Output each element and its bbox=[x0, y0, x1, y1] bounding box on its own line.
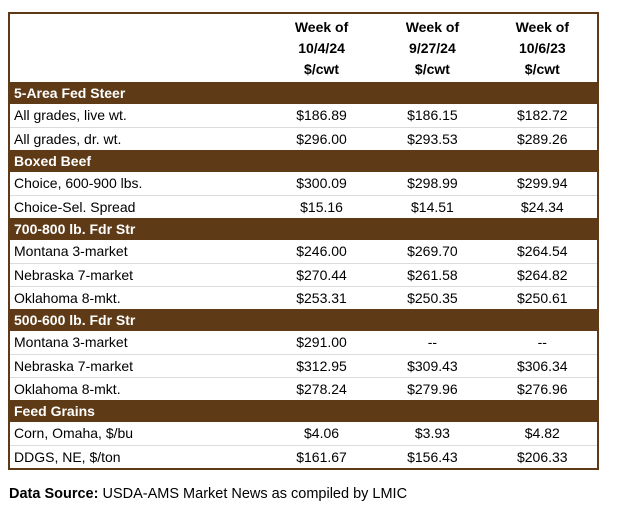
row-value: $264.54 bbox=[488, 240, 598, 263]
row-value: $156.43 bbox=[377, 445, 487, 469]
section-title: 500-600 lb. Fdr Str bbox=[9, 309, 598, 331]
section-title: Boxed Beef bbox=[9, 150, 598, 172]
section-header-row bbox=[9, 400, 598, 422]
row-label: Montana 3-market bbox=[9, 331, 266, 354]
row-value: $306.34 bbox=[488, 354, 598, 377]
row-value: $276.96 bbox=[488, 377, 598, 400]
row-label: Montana 3-market bbox=[9, 240, 266, 263]
data-source-text: USDA-AMS Market News as compiled by LMIC bbox=[102, 486, 408, 502]
row-value: $250.61 bbox=[488, 286, 598, 309]
section-title: 5-Area Fed Steer bbox=[9, 82, 598, 104]
header-empty-cell bbox=[9, 13, 266, 82]
table-row bbox=[9, 445, 598, 469]
column-header-date: 10/6/23 bbox=[518, 40, 566, 56]
column-header-week-previous bbox=[377, 13, 487, 82]
row-value: $15.16 bbox=[266, 195, 377, 218]
section-title: 700-800 lb. Fdr Str bbox=[9, 218, 598, 240]
column-header-line: Week of bbox=[405, 19, 460, 35]
data-source-label: Data Source: bbox=[9, 486, 103, 502]
row-value: $3.93 bbox=[377, 422, 487, 445]
market-prices-table bbox=[8, 12, 599, 470]
row-value: $161.67 bbox=[266, 445, 377, 469]
row-label: DDGS, NE, $/ton bbox=[9, 445, 266, 469]
row-label: Oklahoma 8-mkt. bbox=[9, 286, 266, 309]
row-label: Corn, Omaha, $/bu bbox=[9, 422, 266, 445]
column-header-week-year-ago bbox=[488, 13, 598, 82]
row-value: $253.31 bbox=[266, 286, 377, 309]
row-value: $182.72 bbox=[488, 104, 598, 127]
row-value: -- bbox=[377, 331, 487, 354]
row-value: $14.51 bbox=[377, 195, 487, 218]
row-value: $299.94 bbox=[488, 172, 598, 195]
table-row bbox=[9, 354, 598, 377]
row-value: $261.58 bbox=[377, 263, 487, 286]
data-source-note bbox=[9, 485, 407, 503]
row-label: Nebraska 7-market bbox=[9, 263, 266, 286]
section-title: Feed Grains bbox=[9, 400, 598, 422]
row-value: $246.00 bbox=[266, 240, 377, 263]
row-value: $278.24 bbox=[266, 377, 377, 400]
row-value: $186.89 bbox=[266, 104, 377, 127]
column-header-date: 10/4/24 bbox=[298, 40, 345, 56]
table-row bbox=[9, 195, 598, 218]
row-value: $279.96 bbox=[377, 377, 487, 400]
table-row bbox=[9, 127, 598, 150]
column-header-week-current bbox=[266, 13, 377, 82]
table-row bbox=[9, 377, 598, 400]
row-value: $269.70 bbox=[377, 240, 487, 263]
row-value: $289.26 bbox=[488, 127, 598, 150]
row-label: Nebraska 7-market bbox=[9, 354, 266, 377]
row-value: $312.95 bbox=[266, 354, 377, 377]
row-value: $24.34 bbox=[488, 195, 598, 218]
row-value: $293.53 bbox=[377, 127, 487, 150]
row-label: All grades, live wt. bbox=[9, 104, 266, 127]
table-row bbox=[9, 286, 598, 309]
row-value: $300.09 bbox=[266, 172, 377, 195]
column-header-line: Week of bbox=[515, 19, 570, 35]
row-value: $296.00 bbox=[266, 127, 377, 150]
row-label: Choice, 600-900 lbs. bbox=[9, 172, 266, 195]
row-value: $250.35 bbox=[377, 286, 487, 309]
table-row bbox=[9, 422, 598, 445]
row-value: $270.44 bbox=[266, 263, 377, 286]
section-header-row bbox=[9, 150, 598, 172]
row-value: $186.15 bbox=[377, 104, 487, 127]
row-value: $4.82 bbox=[488, 422, 598, 445]
row-value: $4.06 bbox=[266, 422, 377, 445]
section-header-row bbox=[9, 309, 598, 331]
column-header-date: 9/27/24 bbox=[409, 40, 456, 56]
table-row bbox=[9, 104, 598, 127]
row-label: Oklahoma 8-mkt. bbox=[9, 377, 266, 400]
row-value: $298.99 bbox=[377, 172, 487, 195]
section-header-row bbox=[9, 218, 598, 240]
row-value: $264.82 bbox=[488, 263, 598, 286]
column-header-unit: $/cwt bbox=[414, 61, 450, 77]
table-row bbox=[9, 240, 598, 263]
column-header-unit: $/cwt bbox=[524, 61, 560, 77]
row-value: -- bbox=[488, 331, 598, 354]
row-value: $206.33 bbox=[488, 445, 598, 469]
row-label: Choice-Sel. Spread bbox=[9, 195, 266, 218]
table-row bbox=[9, 331, 598, 354]
header-row bbox=[9, 13, 598, 82]
table-row bbox=[9, 172, 598, 195]
row-value: $309.43 bbox=[377, 354, 487, 377]
column-header-unit: $/cwt bbox=[304, 61, 340, 77]
table-row bbox=[9, 263, 598, 286]
row-value: $291.00 bbox=[266, 331, 377, 354]
row-label: All grades, dr. wt. bbox=[9, 127, 266, 150]
section-header-row bbox=[9, 82, 598, 104]
column-header-line: Week of bbox=[294, 19, 349, 35]
table-body bbox=[9, 82, 598, 469]
